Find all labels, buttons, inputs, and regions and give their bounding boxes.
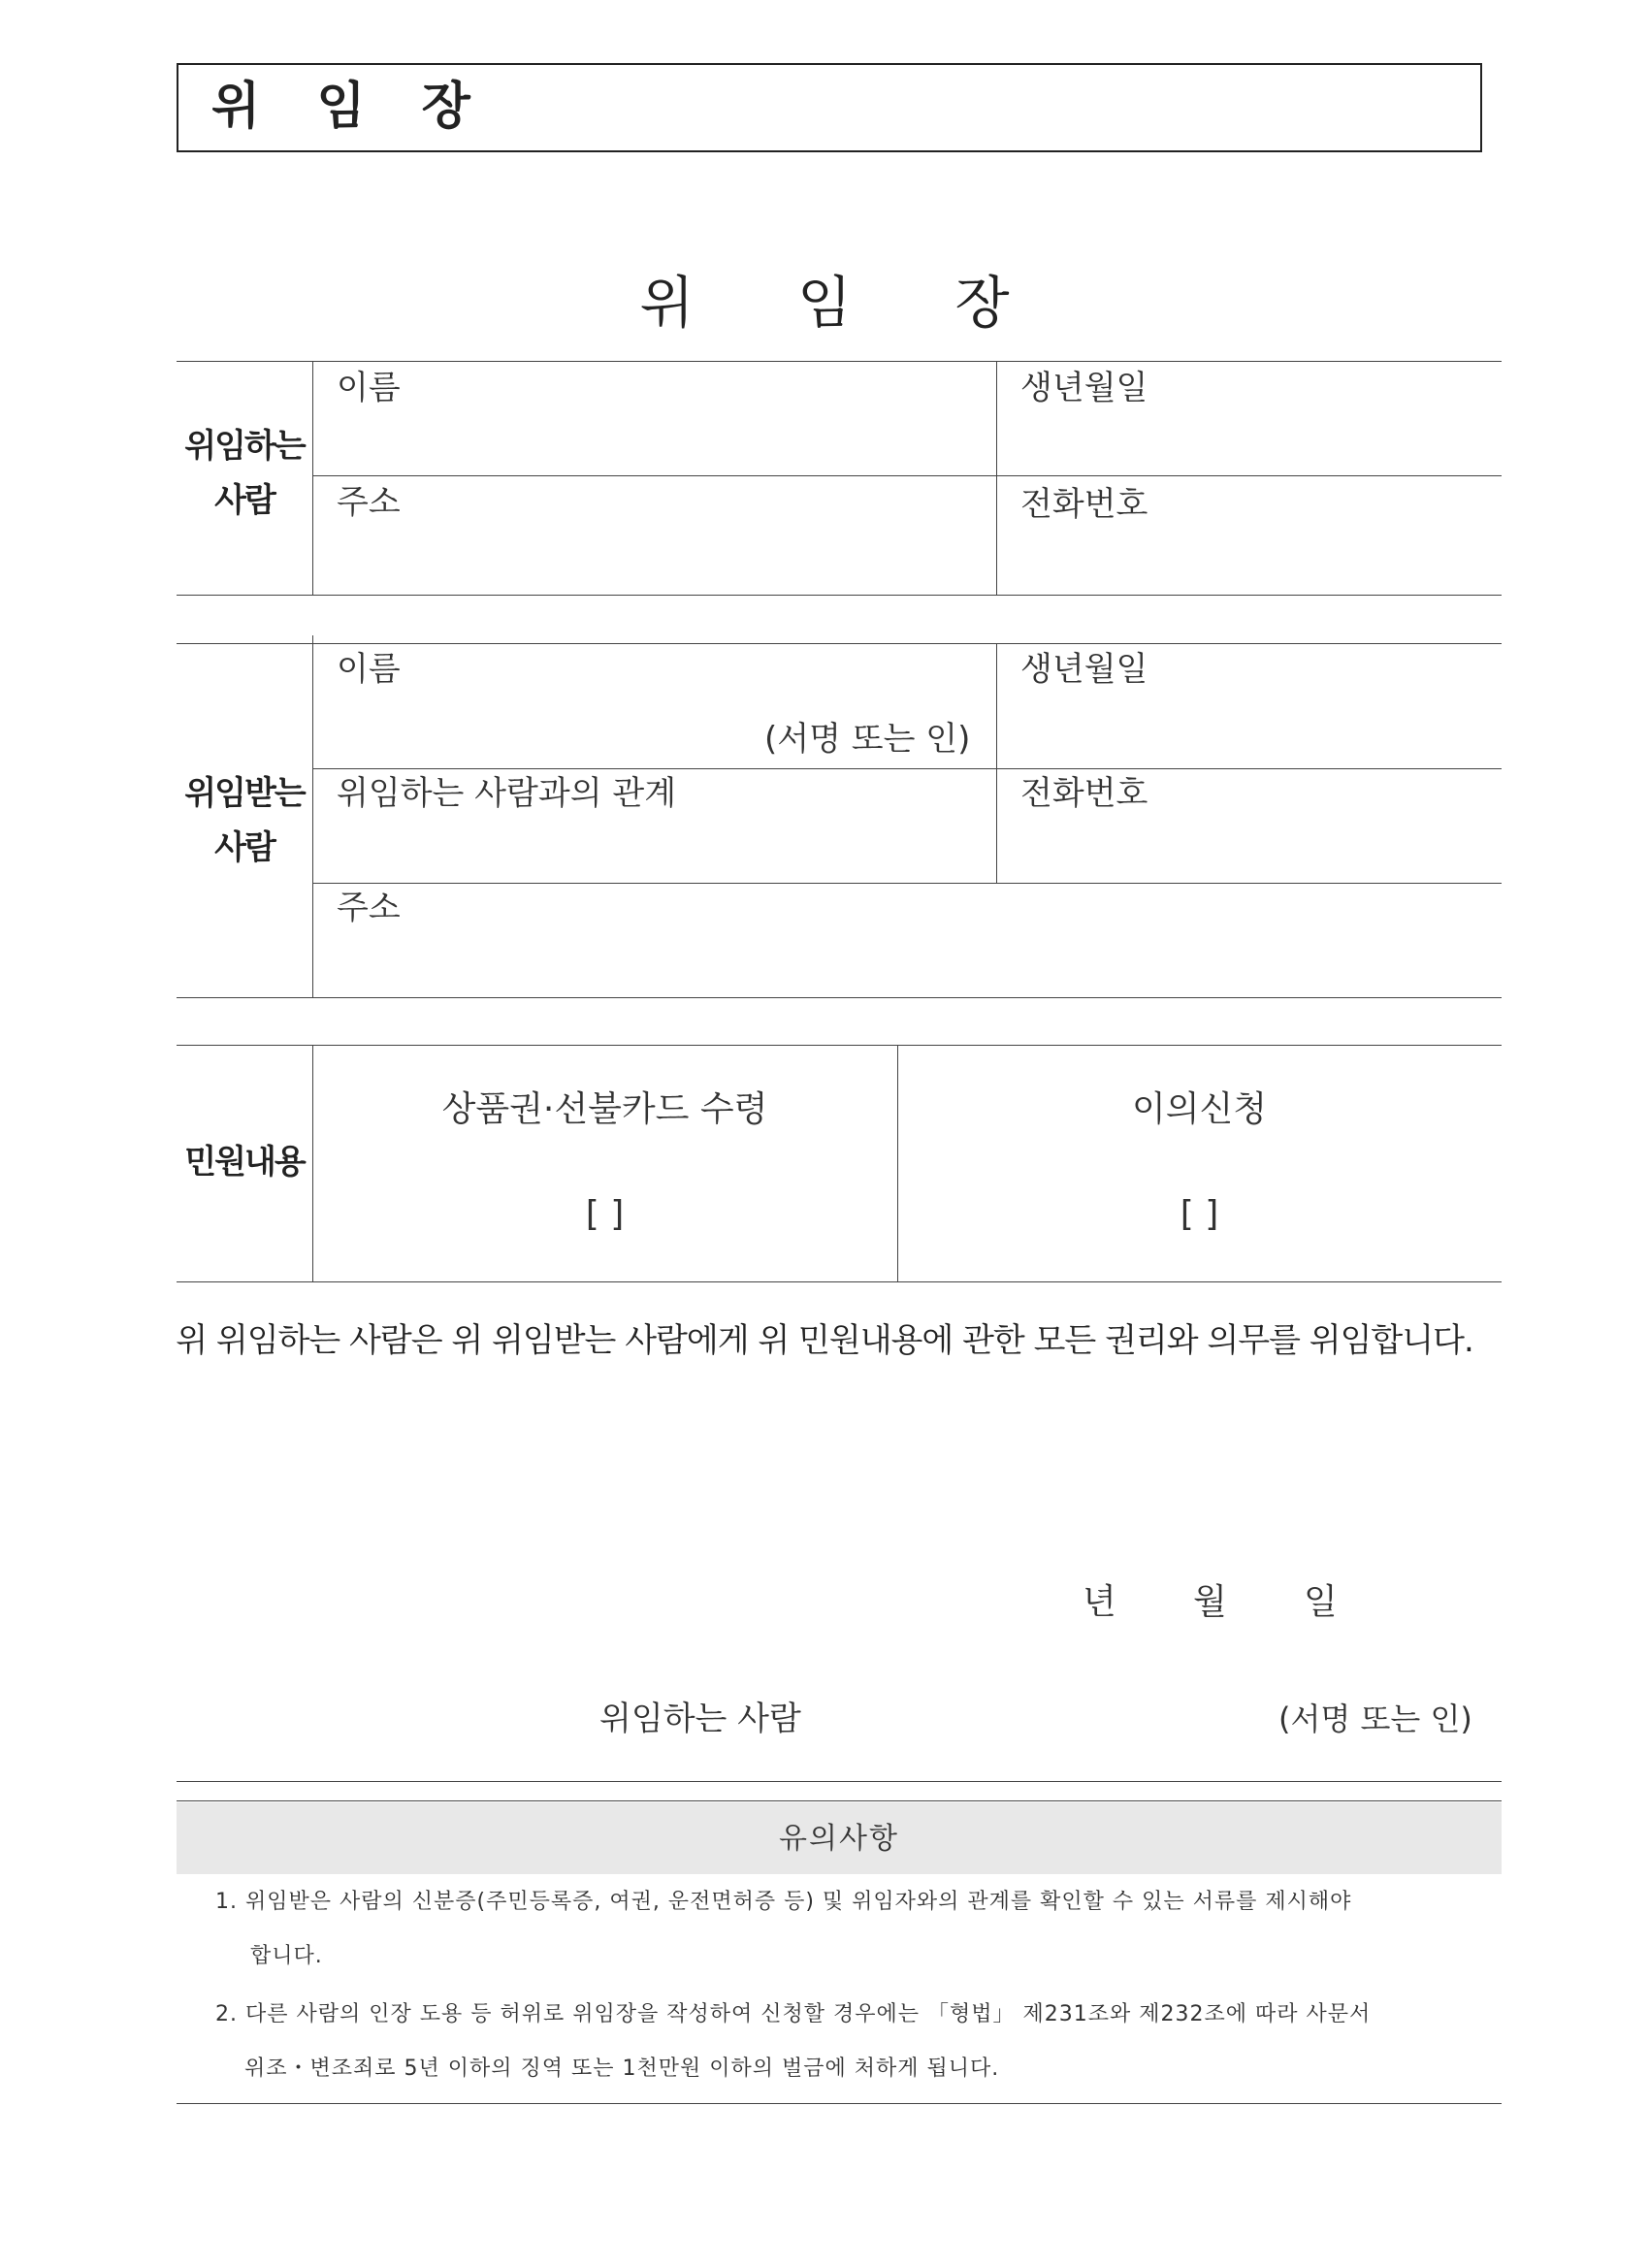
option-objection-checkbox[interactable]: [ ] (1180, 1194, 1219, 1234)
option-gift-card-checkbox[interactable]: [ ] (585, 1194, 625, 1234)
delegatee-birth-label: 생년월일 (1020, 650, 1148, 689)
side-label-line: 위임받는 (184, 774, 305, 813)
form-title-char: 임 (796, 270, 853, 336)
divider (312, 768, 1502, 769)
divider (312, 1045, 313, 1281)
divider (177, 595, 1502, 596)
date-month-label: 월 (1193, 1582, 1227, 1622)
date-year-label: 년 (1083, 1582, 1116, 1622)
delegator-name-label: 이름 (337, 369, 401, 407)
divider (177, 1281, 1502, 1282)
delegatee-address-label: 주소 (337, 889, 401, 927)
notice-item-2-line-2: 위조・변조죄로 5년 이하의 징역 또는 1천만원 이하의 벌금에 처하게 됩니다. (244, 2057, 1000, 2081)
divider (312, 475, 1502, 476)
signature-sign-label: (서명 또는 인) (1278, 1701, 1472, 1737)
divider (312, 635, 313, 997)
delegator-address-label: 주소 (337, 483, 401, 522)
divider (177, 1800, 1502, 1801)
delegatee-phone-label: 전화번호 (1020, 774, 1148, 813)
divider (996, 643, 997, 883)
divider (177, 643, 1502, 644)
delegatee-side-label (177, 766, 312, 875)
notice-item-1-line-1: 1. 위임받은 사람의 신분증(주민등록증, 여권, 운전면허증 등) 및 위임자와의 관계를 확인할 수 있는 서류를 제시해야 (215, 1890, 1352, 1914)
option-objection-label: 이의신청 (1131, 1089, 1268, 1129)
divider (177, 2103, 1502, 2104)
side-label-line: 사람 (214, 481, 275, 520)
delegatee-sign-label: (서명 또는 인) (764, 720, 971, 759)
form-title (0, 264, 1649, 341)
divider (177, 1781, 1502, 1782)
divider (177, 997, 1502, 998)
header-title: 위 임 장 (211, 78, 490, 136)
form-title-char: 위 (639, 270, 695, 336)
divider (312, 361, 313, 595)
delegator-phone-label: 전화번호 (1020, 485, 1148, 524)
divider (996, 361, 997, 595)
delegator-birth-label: 생년월일 (1020, 369, 1148, 407)
notice-item-2-line-1: 2. 다른 사람의 인장 도용 등 허위로 위임장을 작성하여 신청할 경우에는 「형법」 제231조와 제232조에 따라 사문서 (215, 2002, 1372, 2026)
divider (177, 361, 1502, 362)
notice-title: 유의사항 (779, 1822, 899, 1856)
delegatee-relation-label: 위임하는 사람과의 관계 (337, 774, 677, 813)
signature-label: 위임하는 사람 (599, 1700, 801, 1738)
divider (312, 883, 1502, 884)
side-label-line: 사람 (214, 828, 275, 867)
date-day-label: 일 (1304, 1582, 1338, 1622)
divider (177, 1045, 1502, 1046)
delegatee-name-label: 이름 (337, 650, 401, 689)
divider (897, 1045, 898, 1281)
side-label-line: 위임하는 (184, 427, 305, 466)
delegation-statement: 위 위임하는 사람은 위 위임받는 사람에게 위 민원내용에 관한 모든 권리와 의무를 위임합니다. (176, 1321, 1473, 1360)
form-title-char: 장 (954, 270, 1010, 336)
petition-side-label: 민원내용 (184, 1143, 305, 1182)
option-gift-card-label: 상품권·선불카드 수령 (441, 1089, 768, 1129)
notice-item-1-line-2: 합니다. (250, 1944, 323, 1968)
delegator-side-label (177, 419, 312, 528)
